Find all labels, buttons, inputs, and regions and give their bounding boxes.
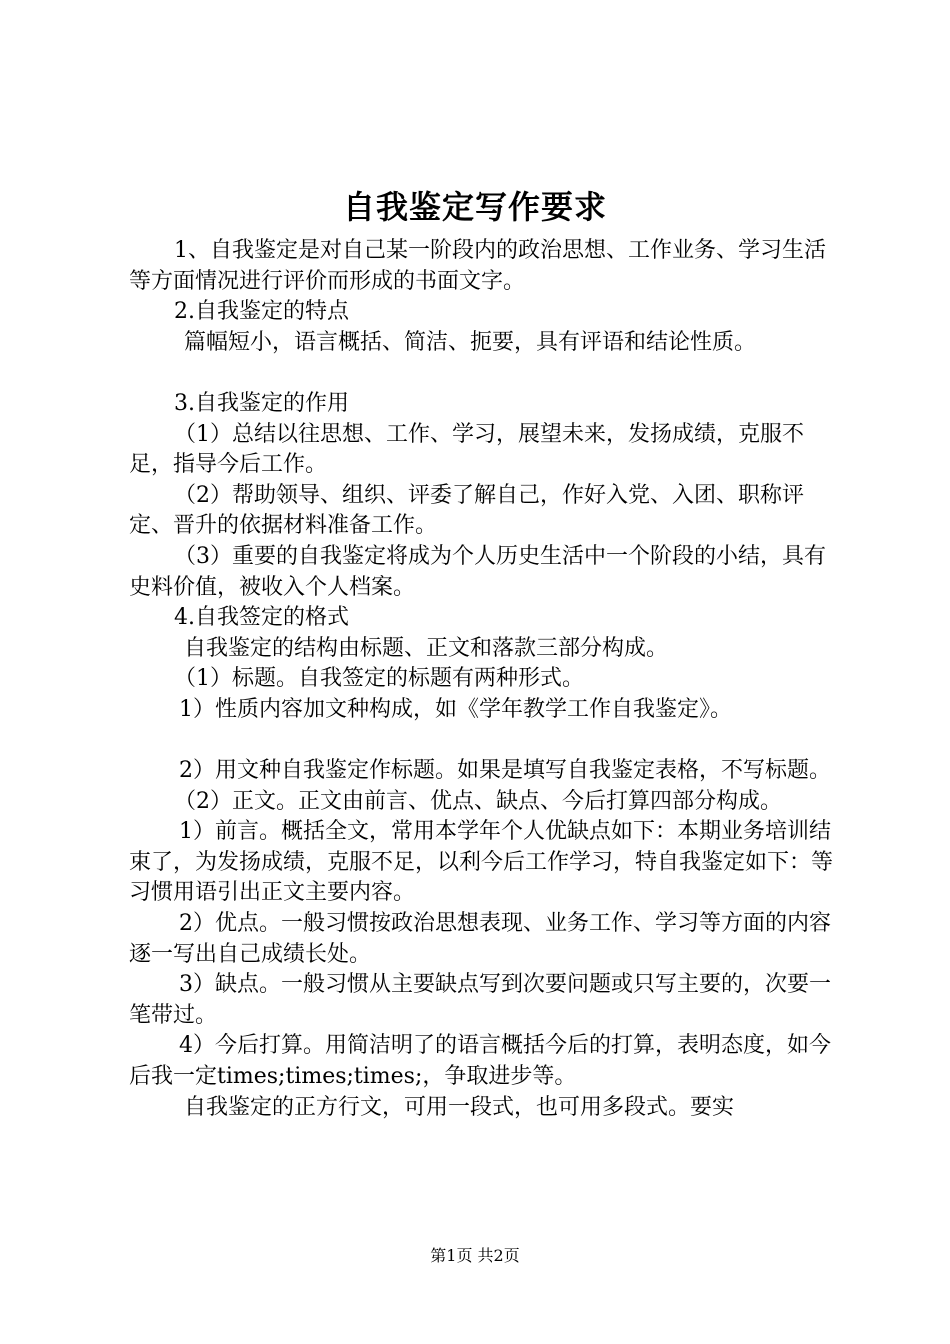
paragraph-strengths: 2）优点。一般习惯按政治思想表现、业务工作、学习等方面的内容逐一写出自己成绩长处。 (129, 911, 831, 967)
heading-purpose: 3.自我鉴定的作用 (174, 390, 349, 416)
paragraph-body-section: （2）正文。正文由前言、优点、缺点、今后打算四部分构成。 (174, 788, 782, 814)
paragraph-purpose-1: （1）总结以往思想、工作、学习，展望未来，发扬成绩，克服不足，指导今后工作。 (129, 421, 804, 478)
paragraph-title-form-1: 1）性质内容加文种构成，如《学年教学工作自我鉴定》。 (179, 696, 732, 722)
paragraph-purpose-2: （2）帮助领导、组织、评委了解自己，作好入党、入团、职称评定、晋升的依据材料准备工作。 (129, 482, 804, 539)
heading-features: 2.自我鉴定的特点 (174, 299, 349, 325)
paragraph-writing-style: 自我鉴定的正方行文，可用一段式，也可用多段式。要实 (184, 1094, 735, 1120)
document-title: 自我鉴定写作要求 (342, 188, 607, 226)
blank-line (129, 726, 839, 757)
paragraph-plans: 4）今后打算。用简洁明了的语言概括今后的打算，表明态度，如今后我一定times;times;times;，争取进步等。 (129, 1033, 831, 1090)
paragraph-definition: 1、自我鉴定是对自己某一阶段内的政治思想、工作业务、学习生活等方面情况进行评价而形成的书面文字。 (129, 238, 826, 294)
paragraph-features: 篇幅短小，语言概括、简洁、扼要，具有评语和结论性质。 (184, 329, 757, 355)
paragraph-structure: 自我鉴定的结构由标题、正文和落款三部分构成。 (184, 635, 669, 661)
page-number: 第1页 共2页 (430, 1246, 520, 1265)
paragraph-weaknesses: 3）缺点。一般习惯从主要缺点写到次要问题或只写主要的，次要一笔带过。 (129, 972, 831, 1028)
blank-line (129, 358, 839, 389)
paragraph-title-section: （1）标题。自我签定的标题有两种形式。 (174, 666, 584, 692)
paragraph-title-form-2: 2）用文种自我鉴定作标题。如果是填写自我鉴定表格，不写标题。 (179, 758, 831, 784)
paragraph-preface: 1）前言。概括全文，常用本学年个人优缺点如下：本期业务培训结束了，为发扬成绩，克服不足，以利今后工作学习，特自我鉴定如下：等习惯用语引出正文主要内容。 (129, 819, 834, 906)
paragraph-purpose-3: （3）重要的自我鉴定将成为个人历史生活中一个阶段的小结，具有史料价值，被收入个人档案。 (129, 543, 826, 600)
heading-format: 4.自我签定的格式 (174, 605, 349, 631)
document-body (129, 236, 839, 1123)
